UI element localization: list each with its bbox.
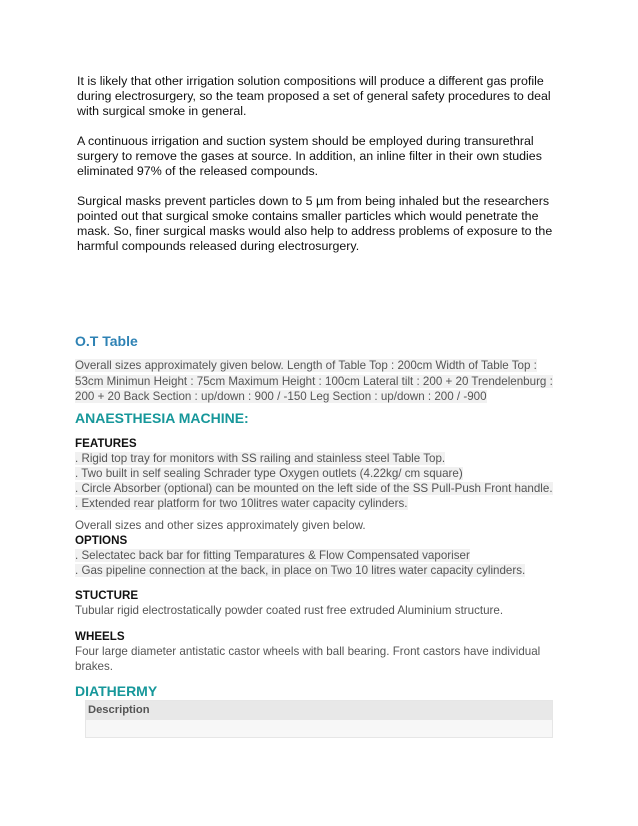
- wheels-heading: WHEELS: [75, 630, 125, 643]
- option-item: . Gas pipeline connection at the back, in place on Two 10 litres water capacity cylinders.: [75, 564, 526, 577]
- ot-table-specs-text: Overall sizes approximately given below. Length of Table Top : 200cm Width of Table Top : 53cm Minimun Height : 75cm Maximum Height : 100cm Lateral tilt : 200 + 20 Trendelenburg : 200 + 20 Back Section : up/down : 900 / -150 Leg Section : up/down : 200 / -900: [75, 359, 553, 403]
- intro-paragraph-3: Surgical masks prevent particles down to 5 µm from being inhaled but the researchers pointed out that surgical smoke contains smaller particles which would penetrate the mask. So, finer surgical masks would also help to address problems of exposure to the harmful compounds released during electrosurgery.: [77, 194, 553, 253]
- ot-table-title: O.T Table: [75, 333, 138, 349]
- features-section: [75, 436, 575, 511]
- anaesthesia-title: ANAESTHESIA MACHINE:: [75, 410, 249, 426]
- options-section: [75, 518, 575, 578]
- structure-heading: STUCTURE: [75, 589, 139, 602]
- overall-note: Overall sizes and other sizes approximately given below.: [75, 519, 366, 532]
- features-heading: FEATURES: [75, 437, 137, 450]
- description-table: [85, 700, 553, 738]
- feature-item: . Circle Absorber (optional) can be mounted on the left side of the SS Pull-Push Front handle.: [75, 482, 553, 495]
- structure-section: [75, 588, 575, 618]
- feature-item: . Two built in self sealing Schrader type Oxygen outlets (4.22kg/ cm square): [75, 467, 463, 480]
- option-item: . Selectatec back bar for fitting Temparatures & Flow Compensated vaporiser: [75, 549, 470, 562]
- intro-text: [77, 74, 567, 269]
- wheels-section: [75, 629, 575, 674]
- ot-table-specs: [75, 358, 565, 405]
- feature-item: . Extended rear platform for two 10litres water capacity cylinders.: [75, 497, 408, 510]
- intro-paragraph-1: It is likely that other irrigation solution compositions will produce a different gas profile during electrosurgery, so the team proposed a set of general safety procedures to deal with surgical smoke in general.: [77, 74, 551, 118]
- options-heading: OPTIONS: [75, 534, 128, 547]
- wheels-text: Four large diameter antistatic castor wheels with ball bearing. Front castors have individual brakes.: [75, 645, 541, 673]
- description-header: Description: [86, 701, 552, 720]
- diathermy-title: DIATHERMY: [75, 683, 158, 699]
- intro-paragraph-2: A continuous irrigation and suction system should be employed during transurethral surgery to remove the gases at source. In addition, an inline filter in their own studies eliminated 97% of the released compounds.: [77, 134, 542, 178]
- feature-item: . Rigid top tray for monitors with SS railing and stainless steel Table Top.: [75, 452, 446, 465]
- structure-text: Tubular rigid electrostatically powder coated rust free extruded Aluminium structure.: [75, 604, 504, 617]
